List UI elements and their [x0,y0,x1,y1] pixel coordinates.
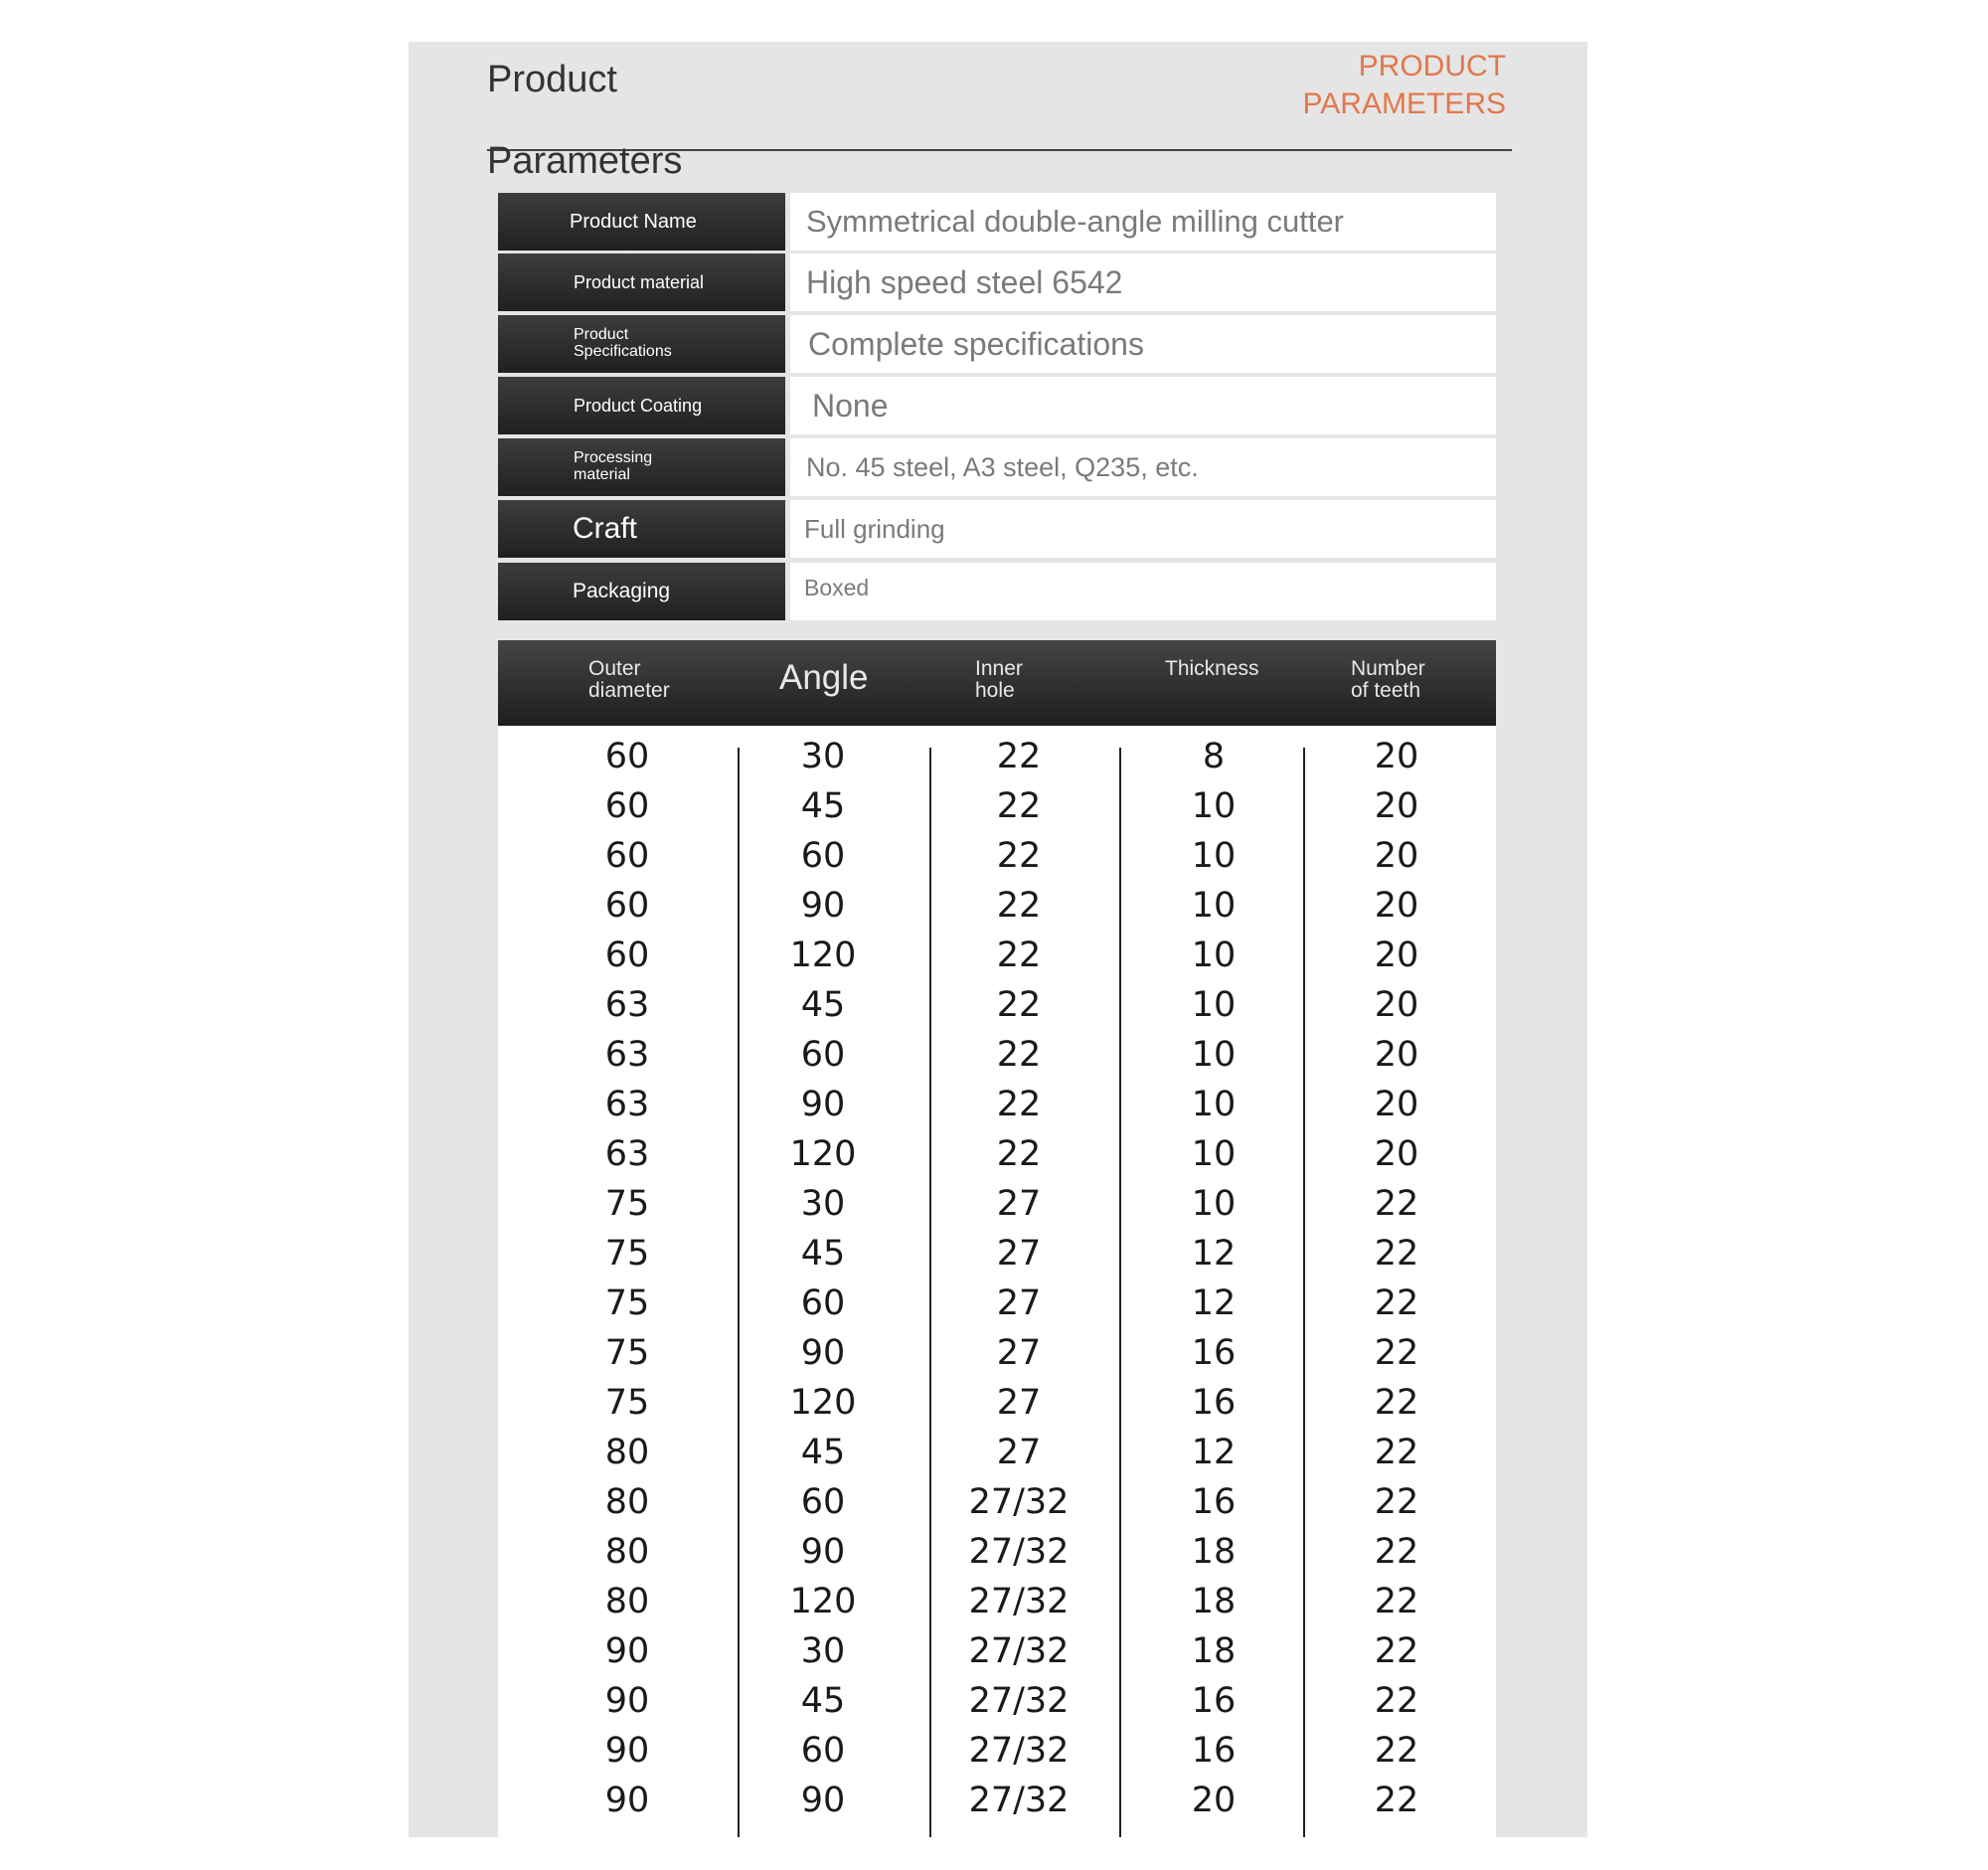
table-cell: 22 [1374,1532,1419,1572]
table-cell: 22 [1374,1631,1419,1671]
table-row [498,1328,1496,1378]
table-cell: 45 [800,1433,846,1472]
table-cell: 30 [800,737,846,776]
table-cell: 60 [800,1035,846,1075]
table-cell: 18 [1191,1582,1237,1621]
table-row [498,1726,1496,1776]
parameters-sheet [409,42,1587,1837]
table-cell: 60 [604,935,650,975]
table-row [498,831,1496,881]
parameter-value: Full grinding [790,500,1496,558]
table-cell: 60 [800,1283,846,1323]
table-cell: 80 [604,1582,650,1621]
table-cell: 10 [1191,836,1237,876]
table-cell: 27/32 [968,1532,1070,1572]
table-cell: 63 [604,1134,650,1174]
table-cell: 75 [604,1283,650,1323]
table-cell: 20 [1374,1134,1419,1174]
column-header: Inner hole [975,657,1023,703]
table-row [498,1278,1496,1328]
table-cell: 10 [1191,935,1237,975]
table-cell: 80 [604,1433,650,1472]
table-row [498,1776,1496,1825]
table-row [498,1477,1496,1527]
table-cell: 27 [996,1383,1042,1423]
table-cell: 20 [1374,886,1419,926]
table-cell: 27 [996,1234,1042,1274]
table-cell: 30 [800,1631,846,1671]
table-cell: 16 [1191,1383,1237,1423]
section-tag-line1: PRODUCT [1358,50,1506,83]
table-cell: 90 [800,1781,846,1820]
table-cell: 10 [1191,1085,1237,1124]
table-cell: 16 [1191,1681,1237,1721]
table-cell: 60 [800,1482,846,1522]
table-cell: 22 [996,737,1042,776]
table-cell: 12 [1191,1234,1237,1274]
table-cell: 22 [1374,1333,1419,1373]
table-cell: 27 [996,1184,1042,1224]
table-cell: 90 [604,1781,650,1820]
parameter-value: High speed steel 6542 [790,254,1496,311]
table-cell: 22 [1374,1681,1419,1721]
table-cell: 27 [996,1433,1042,1472]
table-cell: 90 [604,1681,650,1721]
parameter-value: Symmetrical double-angle milling cutter [790,193,1496,251]
table-cell: 16 [1191,1333,1237,1373]
table-row [498,1577,1496,1626]
page-title: Product [487,59,617,100]
parameter-label [498,563,785,620]
table-cell: 20 [1374,836,1419,876]
table-cell: 10 [1191,786,1237,826]
table-cell: 27/32 [968,1731,1070,1771]
table-cell: 120 [789,1582,857,1621]
table-cell: 90 [800,1085,846,1124]
table-cell: 22 [996,985,1042,1025]
table-cell: 27/32 [968,1681,1070,1721]
page-title-second-line: Parameters [487,140,683,182]
parameter-value: Complete specifications [790,315,1496,373]
table-row [498,1676,1496,1726]
table-cell: 60 [800,836,846,876]
parameter-row [498,315,1496,373]
table-row [498,1229,1496,1278]
table-cell: 90 [800,1532,846,1572]
table-row [498,931,1496,980]
table-cell: 63 [604,1035,650,1075]
parameter-label-text: Processing material [574,449,653,483]
table-cell: 60 [604,886,650,926]
table-cell: 16 [1191,1731,1237,1771]
parameter-label [498,315,785,373]
table-cell: 45 [800,1681,846,1721]
table-cell: 20 [1374,935,1419,975]
table-cell: 80 [604,1482,650,1522]
table-cell: 10 [1191,1134,1237,1174]
table-cell: 120 [789,935,857,975]
table-cell: 27/32 [968,1781,1070,1820]
parameter-label [498,254,785,311]
table-row [498,781,1496,831]
table-cell: 20 [1374,786,1419,826]
column-header: Number of teeth [1351,657,1425,703]
table-row [498,732,1496,781]
table-row [498,881,1496,931]
table-cell: 60 [604,737,650,776]
table-cell: 22 [1374,1781,1419,1820]
table-cell: 22 [1374,1433,1419,1472]
parameter-label [498,193,785,251]
column-header: Outer diameter [588,657,670,703]
table-row [498,1378,1496,1428]
spec-table-header [498,640,1496,726]
table-cell: 60 [604,786,650,826]
table-cell: 12 [1191,1433,1237,1472]
parameter-label-text: Craft [573,512,638,546]
parameter-label-text: Product material [574,271,705,292]
table-cell: 60 [800,1731,846,1771]
table-cell: 22 [1374,1234,1419,1274]
table-cell: 75 [604,1234,650,1274]
table-cell: 10 [1191,1035,1237,1075]
table-row [498,1428,1496,1477]
table-cell: 8 [1202,737,1226,776]
table-row [498,1080,1496,1129]
table-row [498,1129,1496,1179]
parameter-label [498,438,785,496]
column-header: Thickness [1165,657,1259,680]
table-cell: 75 [604,1184,650,1224]
table-cell: 22 [1374,1482,1419,1522]
parameter-label-text: Product Coating [574,395,703,416]
table-cell: 45 [800,1234,846,1274]
table-cell: 90 [800,886,846,926]
table-cell: 22 [1374,1184,1419,1224]
parameter-row [498,500,1496,558]
table-cell: 22 [1374,1383,1419,1423]
table-cell: 75 [604,1333,650,1373]
table-cell: 20 [1374,1035,1419,1075]
parameter-value: None [790,377,1496,434]
table-cell: 22 [996,1085,1042,1124]
table-cell: 30 [800,1184,846,1224]
parameter-row [498,438,1496,496]
table-cell: 18 [1191,1532,1237,1572]
parameter-row [498,254,1496,311]
table-cell: 20 [1191,1781,1237,1820]
spec-table-body [498,726,1496,1837]
parameter-row [498,563,1496,620]
section-tag-line2: PARAMETERS [1302,87,1506,121]
table-cell: 75 [604,1383,650,1423]
table-cell: 16 [1191,1482,1237,1522]
table-cell: 60 [604,836,650,876]
table-cell: 120 [789,1383,857,1423]
parameter-value: No. 45 steel, A3 steel, Q235, etc. [790,438,1496,496]
table-cell: 27/32 [968,1482,1070,1522]
parameter-label [498,500,785,558]
table-row [498,1527,1496,1577]
table-cell: 22 [996,886,1042,926]
table-cell: 63 [604,1085,650,1124]
table-row [498,1626,1496,1676]
table-cell: 90 [604,1731,650,1771]
table-cell: 20 [1374,737,1419,776]
parameter-row [498,377,1496,434]
table-cell: 22 [996,836,1042,876]
table-cell: 27/32 [968,1631,1070,1671]
parameter-label-text: Product Specifications [574,326,672,360]
table-cell: 22 [1374,1731,1419,1771]
section-tag [1303,48,1506,124]
table-cell: 90 [800,1333,846,1373]
parameter-row [498,193,1496,251]
table-cell: 90 [604,1631,650,1671]
table-cell: 27 [996,1333,1042,1373]
table-cell: 22 [996,935,1042,975]
table-cell: 27 [996,1283,1042,1323]
column-header: Angle [779,658,869,697]
table-cell: 10 [1191,886,1237,926]
table-cell: 10 [1191,1184,1237,1224]
parameter-value: Boxed [790,563,1496,620]
table-cell: 22 [996,1035,1042,1075]
table-cell: 45 [800,985,846,1025]
table-row [498,1179,1496,1229]
table-row [498,1030,1496,1080]
table-cell: 22 [996,1134,1042,1174]
table-cell: 120 [789,1134,857,1174]
table-cell: 80 [604,1532,650,1572]
table-cell: 27/32 [968,1582,1070,1621]
parameter-label-text: Product Name [570,210,697,233]
table-cell: 10 [1191,985,1237,1025]
table-cell: 22 [996,786,1042,826]
table-cell: 22 [1374,1283,1419,1323]
parameter-label [498,377,785,434]
table-cell: 12 [1191,1283,1237,1323]
parameter-label-text: Packaging [573,579,671,602]
table-cell: 20 [1374,985,1419,1025]
table-cell: 22 [1374,1582,1419,1621]
table-cell: 45 [800,786,846,826]
table-cell: 18 [1191,1631,1237,1671]
table-cell: 63 [604,985,650,1025]
table-row [498,980,1496,1030]
table-cell: 20 [1374,1085,1419,1124]
